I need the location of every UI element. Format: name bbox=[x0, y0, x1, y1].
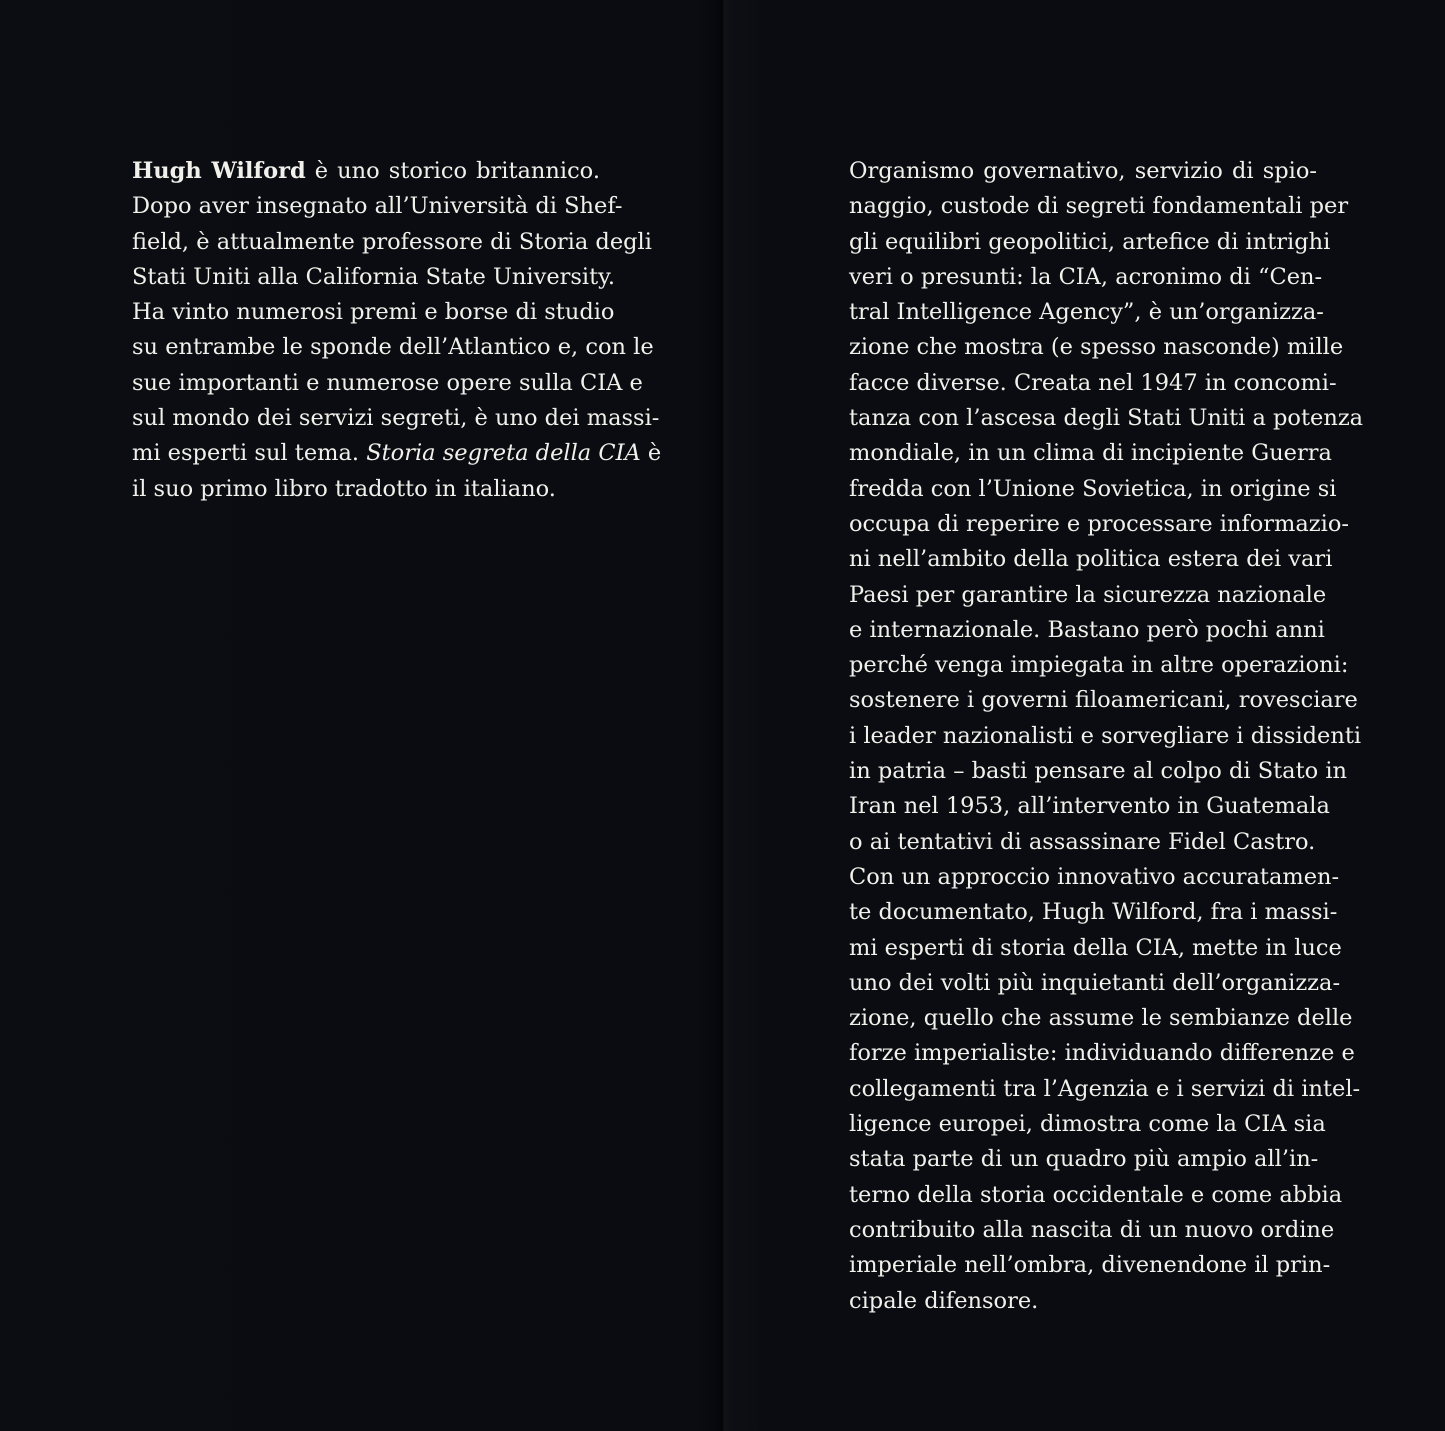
description-line: contribuito alla nascita di un nuovo ordine bbox=[849, 1216, 1335, 1243]
description-line: in patria – basti pensare al colpo di Stato in bbox=[849, 758, 1348, 785]
description-line: stata parte di un quadro più ampio all’in- bbox=[849, 1146, 1319, 1173]
description-line: forze imperialiste: individuando differenze e bbox=[849, 1040, 1355, 1067]
bio-line: su entrambe le sponde dell’Atlantico e, con le bbox=[132, 334, 654, 361]
book-description bbox=[849, 154, 1364, 1319]
book-title: Storia segreta della CIA bbox=[366, 440, 641, 467]
description-line: mi esperti di storia della CIA, mette in luce bbox=[849, 934, 1342, 961]
description-line: ni nell’ambito della politica estera dei vari bbox=[849, 546, 1333, 573]
bio-line: sul mondo dei servizi segreti, è uno dei massi- bbox=[132, 405, 660, 432]
description-line: terno della storia occidentale e come abbia bbox=[849, 1181, 1343, 1208]
bio-line-text: è bbox=[640, 440, 662, 467]
description-line: tral Intelligence Agency”, è un’organizza- bbox=[849, 299, 1324, 326]
description-line: o ai tentativi di assassinare Fidel Castro. bbox=[849, 828, 1316, 855]
right-page bbox=[723, 0, 1445, 1431]
description-line: imperiale nell’ombra, divenendone il prin- bbox=[849, 1252, 1331, 1279]
description-line: facce diverse. Creata nel 1947 in concomi- bbox=[849, 369, 1337, 396]
description-line: veri o presunti: la CIA, acronimo di “Cen- bbox=[849, 263, 1323, 290]
description-line: naggio, custode di segreti fondamentali per bbox=[849, 193, 1349, 220]
bio-line bbox=[132, 154, 600, 189]
description-line: Iran nel 1953, all’intervento in Guatemala bbox=[849, 793, 1330, 820]
author-bio bbox=[132, 154, 662, 507]
description-line: fredda con l’Unione Sovietica, in origine si bbox=[849, 475, 1337, 502]
bio-line: il suo primo libro tradotto in italiano. bbox=[132, 475, 556, 502]
description-line: sostenere i governi filoamericani, rovesciare bbox=[849, 687, 1358, 714]
description-line: ligence europei, dimostra come la CIA sia bbox=[849, 1111, 1326, 1138]
bio-line: Dopo aver insegnato all’Università di Shef- bbox=[132, 193, 623, 220]
description-line: occupa di reperire e processare informazio- bbox=[849, 510, 1350, 537]
bio-line: Ha vinto numerosi premi e borse di studio bbox=[132, 299, 615, 326]
description-line: cipale difensore. bbox=[849, 1287, 1039, 1314]
description-line: mondiale, in un clima di incipiente Guerra bbox=[849, 440, 1332, 467]
description-line: perché venga impiegata in altre operazioni: bbox=[849, 652, 1349, 679]
description-line: tanza con l’ascesa degli Stati Uniti a potenza bbox=[849, 405, 1364, 432]
description-line: collegamenti tra l’Agenzia e i servizi di intel- bbox=[849, 1075, 1361, 1102]
left-page bbox=[0, 0, 722, 1431]
bio-line: Stati Uniti alla California State University. bbox=[132, 263, 616, 290]
description-line: te documentato, Hugh Wilford, fra i massi- bbox=[849, 899, 1338, 926]
bio-line: field, è attualmente professore di Storia degli bbox=[132, 228, 652, 255]
description-line: zione, quello che assume le sembianze delle bbox=[849, 1005, 1353, 1032]
description-line: zione che mostra (e spesso nasconde) mille bbox=[849, 334, 1344, 361]
description-line: Organismo governativo, servizio di spio- bbox=[849, 158, 1317, 184]
bio-line: sue importanti e numerose opere sulla CIA e bbox=[132, 369, 643, 396]
bio-line-text: mi esperti sul tema. bbox=[132, 440, 367, 467]
description-line: Paesi per garantire la sicurezza nazionale bbox=[849, 581, 1327, 608]
bio-line-text: è uno storico britannico. bbox=[305, 158, 600, 184]
author-name: Hugh Wilford bbox=[132, 158, 306, 184]
description-line: e internazionale. Bastano però pochi anni bbox=[849, 616, 1325, 643]
bio-line bbox=[132, 436, 662, 471]
description-line: gli equilibri geopolitici, artefice di intrighi bbox=[849, 228, 1331, 255]
description-line: Con un approccio innovativo accuratamen- bbox=[849, 863, 1340, 890]
description-line: uno dei volti più inquietanti dell’organizza- bbox=[849, 969, 1341, 996]
description-line: i leader nazionalisti e sorvegliare i dissidenti bbox=[849, 722, 1362, 749]
